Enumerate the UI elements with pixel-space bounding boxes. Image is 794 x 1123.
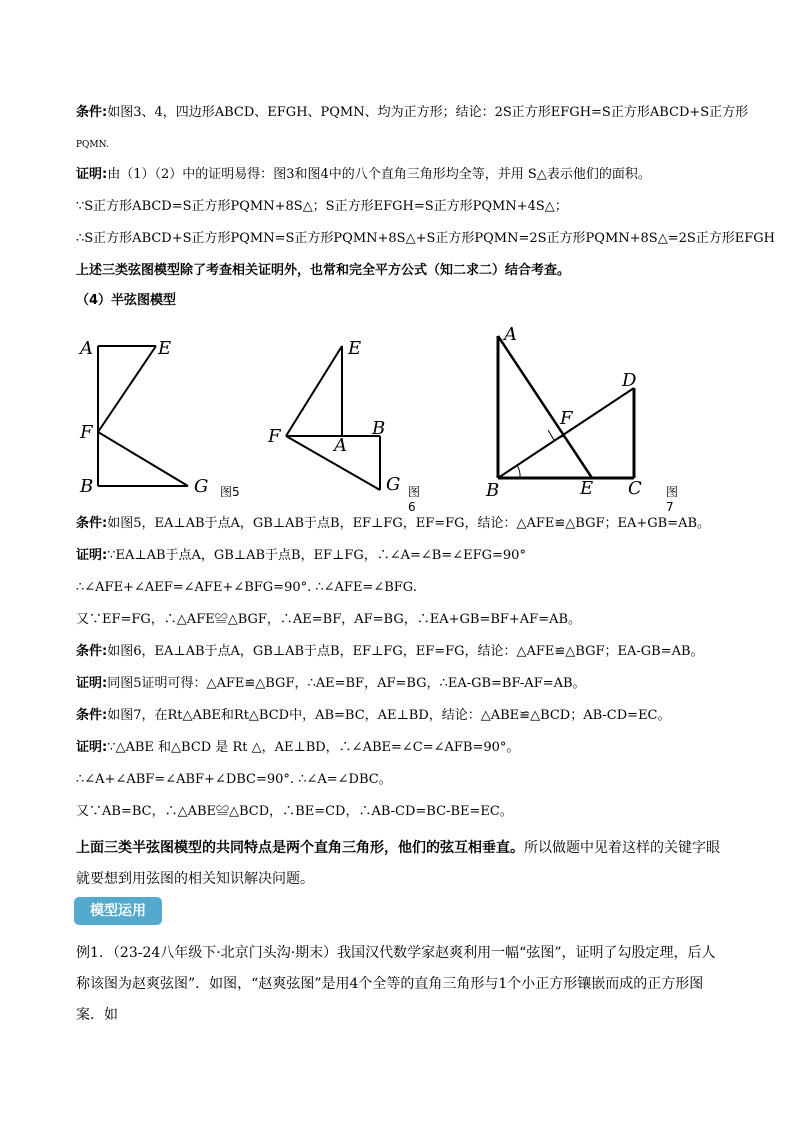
proof-text: 又∵EF=FG，∴△AFE≌△BGF，∴AE=BF，AF=BG，∴EA+GB=BF+AF=AB。 [76,612,582,627]
figure-6-diagram [264,320,424,500]
condition-fig5 [76,515,726,533]
fig7-label-C: C [628,478,642,499]
condition-line-1-cont [76,136,726,154]
fig7-label-D: D [622,370,637,391]
proof-fig7-1 [76,739,726,757]
condition-fig7 [76,707,726,725]
fig6-label-G: G [386,474,401,495]
fig6-label-F: F [268,426,281,447]
figure-6-caption: 图6 [408,485,421,514]
condition-text: 如图6，EA⊥AB于点A，GB⊥AB于点B，EF⊥FG，EF=FG，结论：△AFE≌△BGF；EA-GB=AB。 [107,644,704,659]
proof-text: ∴∠AFE+∠AEF=∠AFE+∠BFG=90°. ∴∠AFE=∠BFG. [76,580,417,595]
fig5-label-B: B [80,476,94,497]
fig7-label-F: F [560,408,573,429]
condition-label: 条件: [76,708,108,723]
proof-label: 证明: [76,548,108,563]
summary-line [76,262,726,280]
fig5-label-E: E [158,338,172,359]
figure-5 [76,320,256,500]
fig6-label-E: E [348,338,362,359]
proof-fig5-3 [76,611,726,629]
proof-text: 由（1）（2）中的证明易得：图3和图4中的八个直角三角形均全等，并用 S△表示他们的面积。 [107,167,651,182]
summary-bold: 上面三类半弦图模型的共同特点是两个直角三角形，他们的弦互相垂直。 [76,840,524,856]
condition-cont-text: PQMN. [76,140,109,150]
summary-rest: 所以做题中见着这样的关键字眼就要想到用弦图的相关知识解决问题。 [76,840,720,887]
figure-7-caption: 图7 [666,485,679,514]
figure-7-diagram [484,322,664,500]
fig5-label-F: F [80,422,93,443]
condition-text: 如图3、4，四边形ABCD、EFGH、PQMN、均为正方形；结论：2S正方形EFGH=S正方形ABCD+S正方形 [107,105,749,120]
section-heading-text: （4）半弦图模型 [76,293,177,308]
proof-text: ∵△ABE 和△BCD 是 Rt △，AE⊥BD，∴∠ABE=∠C=∠AFB=90°。 [107,740,520,755]
condition-line-1 [76,104,749,122]
figure-6 [264,320,424,514]
section-heading [76,292,726,310]
proof-label: 证明: [76,740,108,755]
figure-5-diagram [76,320,256,500]
model-application-badge: 模型运用 [74,897,162,925]
proof-fig6 [76,675,726,693]
condition-text: 如图7，在Rt△ABE和Rt△BCD中，AB=BC，AE⊥BD，结论：△ABE≌△BCD；AB-CD=EC。 [107,708,671,723]
example-1 [76,938,726,1031]
proof-text: ∴∠A+∠ABF=∠ABF+∠DBC=90°. ∴∠A=∠DBC。 [76,772,392,787]
fig7-label-A: A [504,324,517,345]
condition-label: 条件: [76,105,108,120]
proof-fig7-2 [76,771,726,789]
condition-label: 条件: [76,644,108,659]
proof-line-2 [76,198,726,216]
fig6-label-A: A [334,435,347,456]
proof-text: 又∵AB=BC，∴△ABE≌△BCD，∴BE=CD，∴AB-CD=BC-BE=EC。 [76,804,513,819]
summary-text: 上述三类弦图模型除了考查相关证明外，也常和完全平方公式（知二求二）结合考查。 [76,263,571,278]
fig6-label-B: B [372,418,386,439]
proof-fig5-1 [76,547,726,565]
proof-fig7-3 [76,803,726,821]
condition-text: 如图5，EA⊥AB于点A，GB⊥AB于点B，EF⊥FG，EF=FG，结论：△AFE≌△BGF；EA+GB=AB。 [107,516,711,531]
fig7-label-E: E [580,478,594,499]
proof-text: ∵EA⊥AB于点A，GB⊥AB于点B，EF⊥FG，∴∠A=∠B=∠EFG=90° [107,548,526,563]
proof-label: 证明: [76,167,108,182]
example-text: 例1．（23-24八年级下·北京门头沟·期末）我国汉代数学家赵爽利用一幅“弦图”，证明了勾股定理，后人称该图为赵爽弦图”．如图，“赵爽弦图”是用4个全等的直角三角形与1个小正方形镶嵌而成的正方形图案．如 [76,945,716,1023]
fig5-label-G: G [194,476,209,497]
condition-label: 条件: [76,516,108,531]
figure-7 [484,322,679,514]
figure-5-caption: 图5 [220,485,240,499]
proof-line-3 [76,230,775,248]
proof-text: ∵S正方形ABCD=S正方形PQMN+8S△；S正方形EFGH=S正方形PQMN+4S△； [76,199,568,214]
proof-text: 同图5证明可得：△AFE≌△BGF，∴AE=BF，AF=BG，∴EA-GB=BF-AF=AB。 [107,676,586,691]
proof-text: ∴S正方形ABCD+S正方形PQMN=S正方形PQMN+8S△+S正方形PQMN=2S正方形PQMN+8S△=2S正方形EFGH [76,231,775,246]
fig5-label-A: A [80,338,93,359]
proof-fig5-2 [76,579,726,597]
summary-paragraph [76,833,726,895]
proof-label: 证明: [76,676,108,691]
proof-line-1 [76,166,726,184]
condition-fig6 [76,643,726,661]
fig7-label-B: B [486,480,500,500]
